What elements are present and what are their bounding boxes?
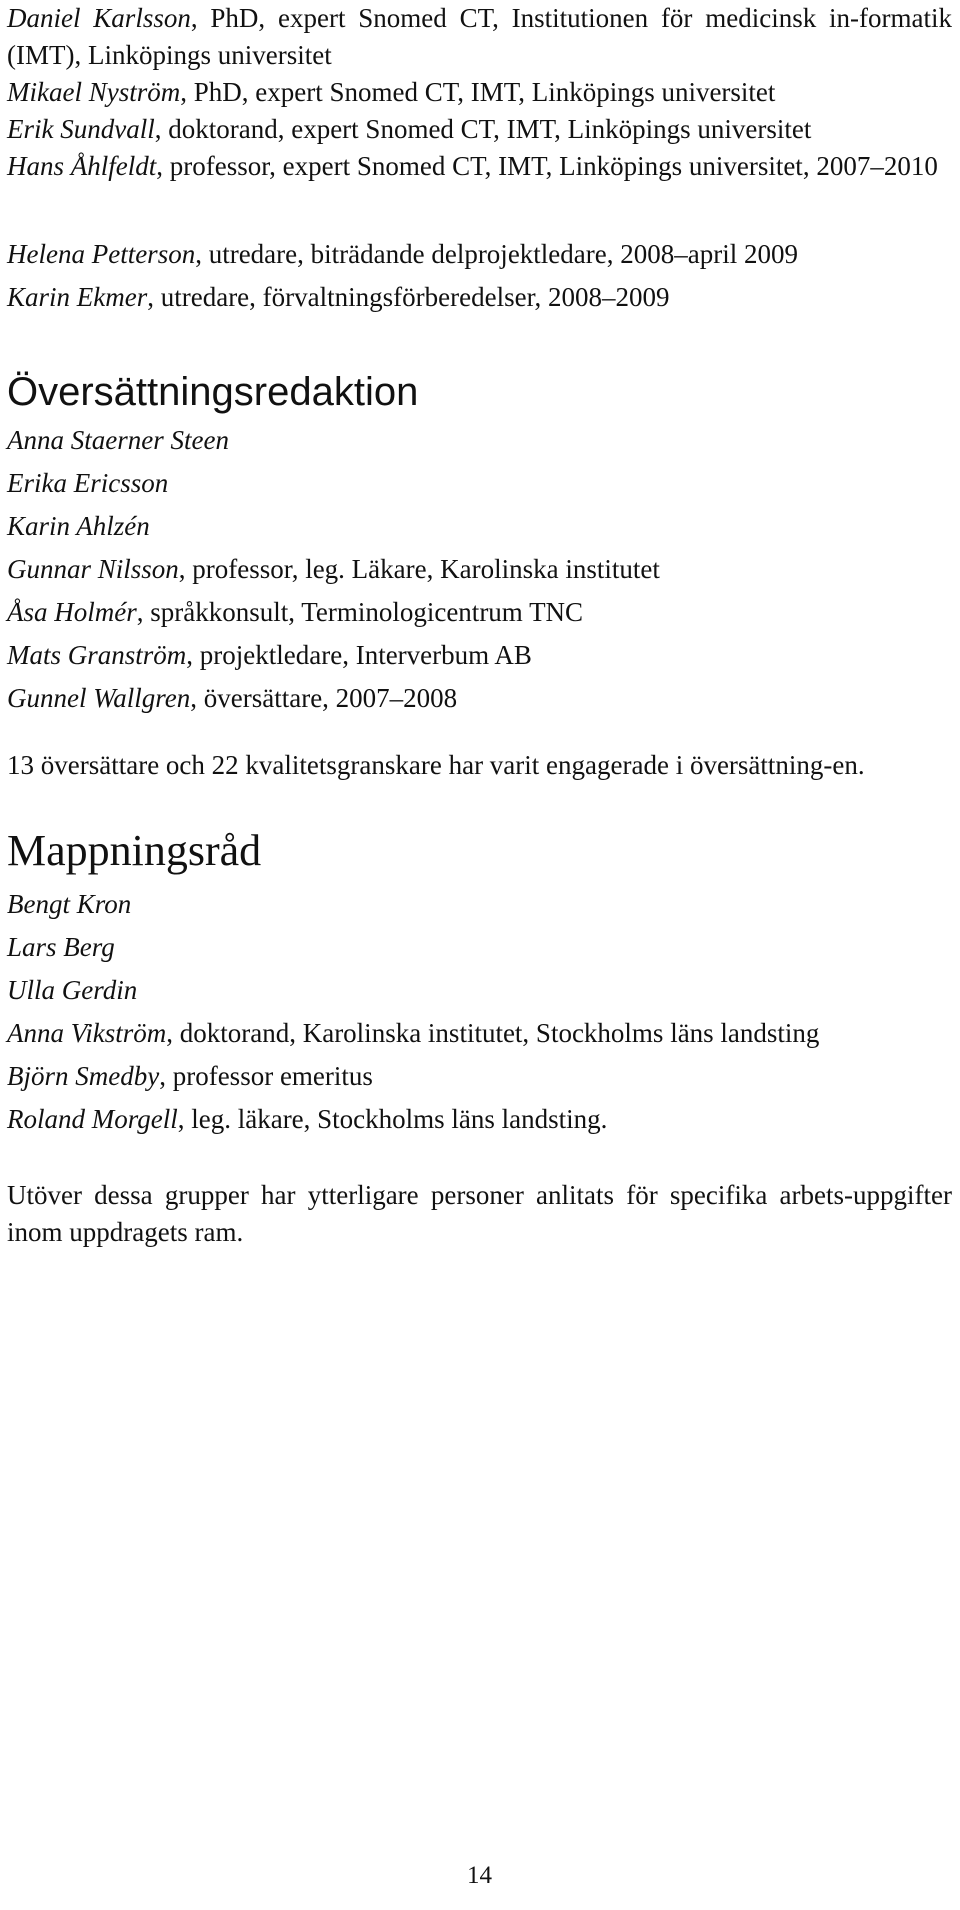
member-entry (7, 929, 952, 966)
person-details: , professor, expert Snomed CT, IMT, Linköpings universitet, 2007–2010 (156, 151, 938, 181)
person-name: Björn Smedby (7, 1061, 160, 1091)
person-details: , projektledare, Interverbum AB (186, 640, 532, 670)
member-entry (7, 1058, 952, 1095)
page-number: 14 (467, 1862, 492, 1889)
person-name: Karin Ekmer (7, 282, 148, 312)
member-entry (7, 508, 952, 545)
person-name: Erika Ericsson (7, 468, 169, 498)
contributor-entry (7, 74, 952, 111)
member-entry (7, 422, 952, 459)
person-details: , utredare, förvaltningsförberedelser, 2008–2009 (147, 282, 670, 312)
person-name: Lars Berg (7, 932, 115, 962)
member-entry (7, 972, 952, 1009)
person-details: , utredare, biträdande delprojektledare, 2008–april 2009 (195, 239, 798, 269)
person-name: Mats Granström (7, 640, 187, 670)
person-name: Mikael Nyström (7, 77, 181, 107)
person-details: , PhD, expert Snomed CT, IMT, Linköpings universitet (180, 77, 776, 107)
document-page (7, 0, 952, 1910)
person-details: , professor, leg. Läkare, Karolinska institutet (178, 554, 660, 584)
person-details: , språkkonsult, Terminologicentrum TNC (136, 597, 584, 627)
person-name: Åsa Holmér (7, 597, 137, 627)
section-heading-translation: Översättningsredaktion (7, 370, 419, 414)
person-details: , doktorand, expert Snomed CT, IMT, Linköpings universitet (154, 114, 812, 144)
contributor-entry (7, 279, 952, 316)
closing-note: Utöver dessa grupper har ytterligare personer anlitats för specifika arbets-uppgifter inom uppdragets ram. (7, 1180, 952, 1247)
contributor-entry (7, 111, 952, 148)
person-name: Daniel Karlsson (7, 3, 191, 33)
person-name: Anna Vikström (7, 1018, 167, 1048)
person-name: Gunnar Nilsson (7, 554, 179, 584)
person-name: Karin Ahlzén (7, 511, 150, 541)
member-entry (7, 637, 952, 674)
person-name: Ulla Gerdin (7, 975, 138, 1005)
member-entry (7, 465, 952, 502)
contributor-entry (7, 236, 952, 273)
person-details: , PhD, expert Snomed CT, Institutionen för medicinsk in-formatik (IMT), Linköpings universitet (7, 3, 952, 70)
person-details: , översättare, 2007–2008 (190, 683, 458, 713)
person-name: Gunnel Wallgren (7, 683, 191, 713)
member-entry (7, 886, 952, 923)
person-name: Helena Petterson (7, 239, 196, 269)
member-entry (7, 1101, 952, 1138)
member-entry (7, 1015, 952, 1052)
member-entry (7, 594, 952, 631)
person-details: , professor emeritus (159, 1061, 373, 1091)
contributor-entry (7, 148, 952, 185)
person-name: Erik Sundvall (7, 114, 155, 144)
person-name: Roland Morgell (7, 1104, 178, 1134)
contributor-entry (7, 0, 952, 74)
person-name: Anna Staerner Steen (7, 425, 229, 455)
person-name: Hans Åhlfeldt (7, 151, 157, 181)
person-name: Bengt Kron (7, 889, 132, 919)
person-details: , doktorand, Karolinska institutet, Stockholms läns landsting (166, 1018, 820, 1048)
translation-note: 13 översättare och 22 kvalitetsgranskare har varit engagerade i översättning-en. (7, 750, 865, 780)
person-details: , leg. läkare, Stockholms läns landsting. (177, 1104, 608, 1134)
member-entry (7, 551, 952, 588)
member-entry (7, 680, 952, 717)
section-heading-mapping: Mappningsråd (7, 826, 262, 875)
